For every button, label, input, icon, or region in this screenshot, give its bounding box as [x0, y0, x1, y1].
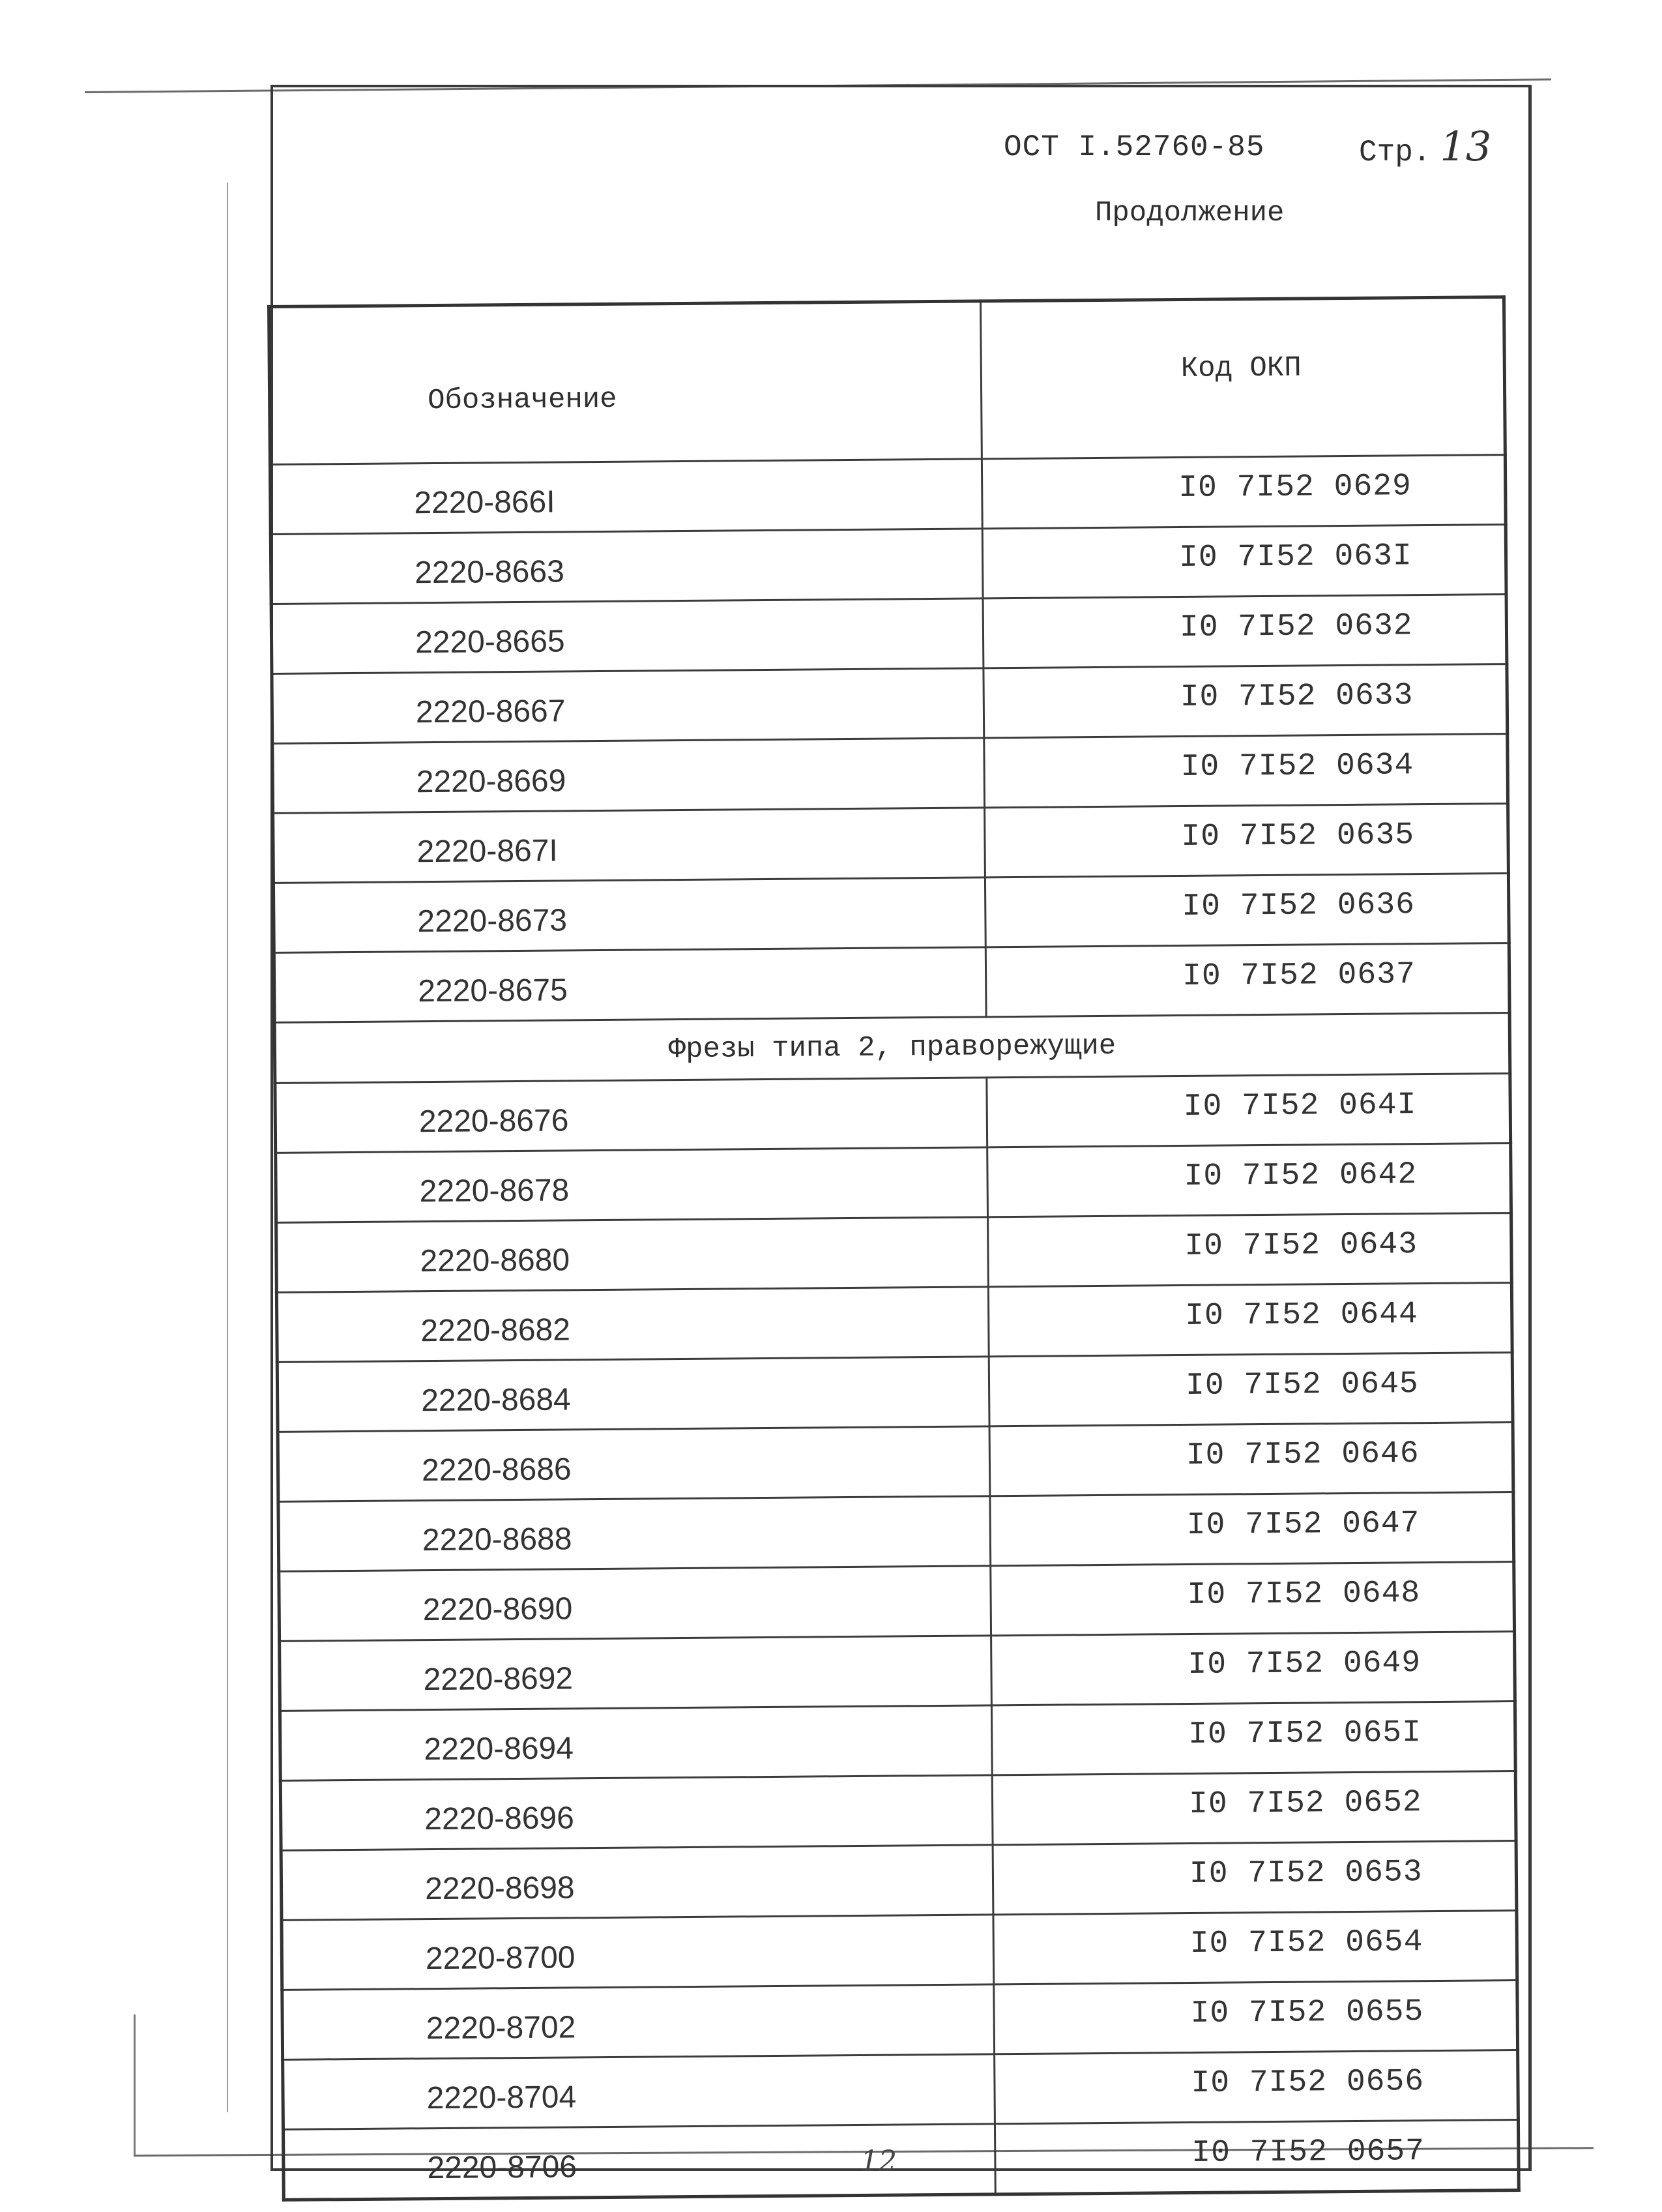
okp-code-cell: I0 7I52 0644: [988, 1283, 1512, 1357]
okp-code-cell: I0 7I52 0633: [984, 664, 1508, 738]
okp-code-cell: I0 7I52 0649: [991, 1632, 1515, 1705]
designation-cell: 2220-866I: [270, 459, 982, 535]
okp-code-cell: I0 7I52 0657: [995, 2120, 1519, 2194]
section-heading: Фрезы типа 2, праворежущие: [274, 1013, 1510, 1084]
table-row: [278, 1492, 1514, 1572]
table-row: [282, 1981, 1518, 2060]
column-header-designation: Обозначение: [269, 301, 982, 465]
table-row: [281, 1841, 1517, 1921]
designation-cell: 2220-8667: [272, 668, 984, 744]
designation-cell: 2220-8678: [276, 1147, 988, 1223]
okp-code-cell: I0 7I52 064I: [987, 1074, 1511, 1147]
okp-code-table: [267, 295, 1521, 2202]
standard-number: ОСТ I.52760-85: [1004, 130, 1265, 164]
table-header-row: [269, 297, 1506, 465]
scan-edge-left: [227, 183, 228, 2112]
handwritten-footer-mark: 12: [860, 2145, 897, 2178]
okp-code-cell: I0 7I52 0653: [993, 1841, 1517, 1915]
table-row: [270, 525, 1506, 604]
okp-code-cell: I0 7I52 0642: [987, 1143, 1511, 1217]
designation-cell: 2220-8665: [271, 598, 984, 674]
okp-code-cell: I0 7I52 0654: [993, 1911, 1517, 1984]
designation-cell: 2220-8673: [273, 877, 985, 953]
table-row: [283, 2120, 1519, 2200]
designation-cell: 2220-8698: [281, 1845, 993, 1921]
okp-code-cell: I0 7I52 0632: [983, 595, 1507, 668]
page-label: Стр.: [1359, 136, 1431, 170]
okp-code-cell: I0 7I52 0634: [984, 734, 1508, 808]
okp-code-cell: I0 7I52 065I: [991, 1702, 1515, 1775]
table-row: [278, 1423, 1513, 1502]
designation-cell: 2220-8684: [277, 1357, 989, 1432]
scan-edge-left-lower: [134, 2014, 136, 2155]
okp-code-cell: I0 7I52 0647: [990, 1492, 1514, 1566]
table-row: [271, 595, 1507, 674]
okp-code-cell: I0 7I52 0646: [989, 1423, 1513, 1496]
designation-cell: 2220-8680: [276, 1217, 989, 1293]
designation-cell: 2220-8688: [278, 1496, 991, 1572]
table-row: [282, 1911, 1517, 1990]
page-number: 13: [1440, 123, 1492, 170]
table-row: [272, 664, 1508, 744]
designation-cell: 2220-8696: [280, 1775, 993, 1851]
designation-cell: 2220-8706: [283, 2124, 995, 2200]
table-row: [274, 943, 1509, 1023]
okp-code-cell: I0 7I52 0635: [985, 804, 1509, 877]
table-row: [270, 455, 1506, 535]
table-row: [280, 1771, 1516, 1851]
designation-cell: 2220-8682: [276, 1287, 989, 1363]
section-heading-row: [274, 1013, 1510, 1084]
table-row: [273, 874, 1509, 953]
column-header-okp-code: Код ОКП: [980, 297, 1505, 459]
designation-cell: 2220-8702: [282, 1984, 995, 2060]
designation-cell: 2220-8663: [270, 529, 983, 604]
continuation-label: Продолжение: [1095, 197, 1285, 229]
designation-cell: 2220-8690: [279, 1566, 991, 1642]
designation-cell: 2220-8694: [280, 1705, 992, 1781]
okp-code-cell: I0 7I52 0645: [989, 1353, 1513, 1426]
okp-code-cell: I0 7I52 0656: [995, 2050, 1519, 2124]
designation-cell: 2220-867I: [273, 808, 985, 883]
table-row: [273, 804, 1509, 883]
table-row: [272, 734, 1508, 814]
okp-code-cell: I0 7I52 0629: [982, 455, 1506, 529]
okp-code-cell: I0 7I52 0636: [985, 874, 1509, 947]
table-row: [276, 1143, 1511, 1223]
table-row: [279, 1562, 1515, 1642]
designation-cell: 2220-8669: [272, 738, 985, 814]
table-row: [280, 1632, 1515, 1711]
designation-cell: 2220-8692: [280, 1636, 992, 1711]
table-row: [276, 1213, 1512, 1293]
okp-code-cell: I0 7I52 063I: [982, 525, 1506, 598]
table-row: [276, 1283, 1512, 1363]
table-row: [280, 1702, 1515, 1781]
okp-code-cell: I0 7I52 0648: [991, 1562, 1515, 1636]
table-row: [275, 1074, 1511, 1153]
designation-cell: 2220-8675: [274, 947, 986, 1023]
designation-cell: 2220-8676: [275, 1078, 987, 1153]
table-row: [283, 2050, 1519, 2130]
table-row: [277, 1353, 1513, 1432]
page-number-block: [1359, 123, 1491, 170]
okp-code-cell: I0 7I52 0643: [988, 1213, 1512, 1287]
okp-code-cell: I0 7I52 0652: [992, 1771, 1516, 1845]
designation-cell: 2220-8704: [283, 2054, 995, 2130]
designation-cell: 2220-8686: [278, 1426, 990, 1502]
designation-cell: 2220-8700: [282, 1915, 994, 1990]
okp-code-cell: I0 7I52 0655: [994, 1981, 1518, 2054]
okp-code-cell: I0 7I52 0637: [985, 943, 1509, 1017]
